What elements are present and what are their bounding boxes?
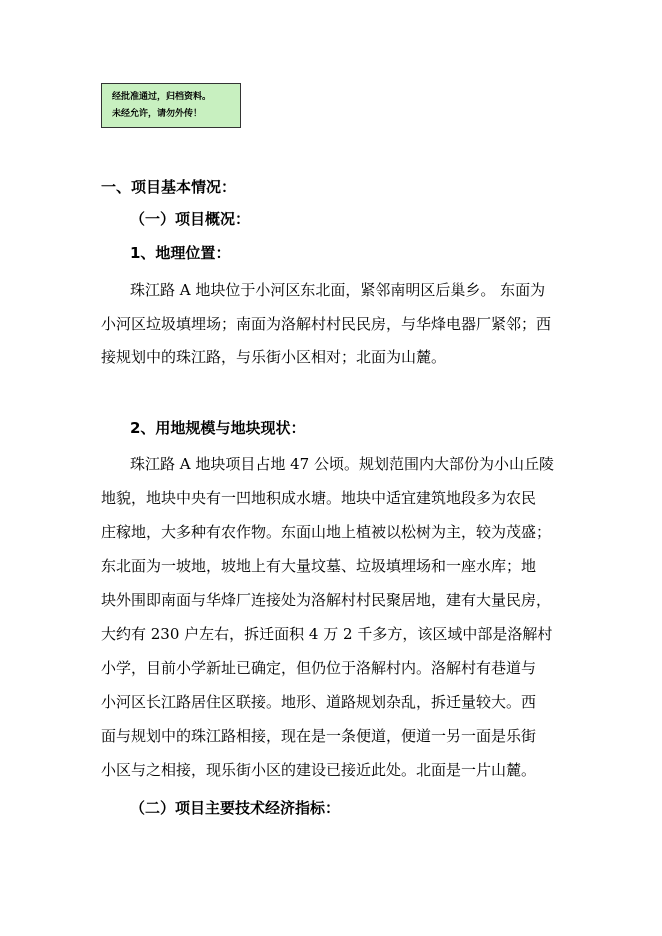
heading-tech-economic-indicators: （二）项目主要技术经济指标： xyxy=(130,799,341,817)
paragraph-line: 小河区垃圾填埋场；南面为洛解村村民民房，与华烽电器厂紧邻；西 xyxy=(101,315,552,333)
paragraph-line: 小学，目前小学新址已确定，但仍位于洛解村内。洛解村有巷道与 xyxy=(101,659,537,677)
paragraph-line: 大约有 230 户左右，拆迁面积 4 万 2 千多方，该区域中部是洛解村 xyxy=(101,625,553,643)
paragraph-line: 珠江路 A 地块位于小河区东北面，紧邻南明区后巢乡。 东面为 xyxy=(130,281,546,299)
notice-line-2: 未经允许，请勿外传！ xyxy=(112,109,203,119)
paragraph-line: 接规划中的珠江路，与乐街小区相对；北面为山麓。 xyxy=(101,348,447,366)
notice-line-1: 经批准通过，归档资料。 xyxy=(112,92,212,102)
paragraph-line: 小河区长江路居住区联接。地形、道路规划杂乱，拆迁量较大。西 xyxy=(101,693,537,711)
heading-project-overview: （一）项目概况： xyxy=(130,210,251,228)
paragraph-line: 珠江路 A 地块项目占地 47 公顷。规划范围内大部份为小山丘陵 xyxy=(130,455,554,473)
paragraph-line: 东北面为一坡地，坡地上有大量坟墓、垃圾填埋场和一座水库；地 xyxy=(101,557,537,575)
heading-project-basics: 一、项目基本情况： xyxy=(101,178,237,196)
paragraph-line: 面与规划中的珠江路相接，现在是一条便道，便道一另一面是乐街 xyxy=(101,727,537,745)
approval-notice-box xyxy=(101,83,241,128)
paragraph-line: 小区与之相接，现乐街小区的建设已接近此处。北面是一片山麓。 xyxy=(101,761,537,779)
paragraph-line: 庄稼地，大多种有农作物。东面山地上植被以松树为主，较为茂盛； xyxy=(101,523,552,541)
heading-land-scale: 2、用地规模与地块现状： xyxy=(130,419,306,437)
paragraph-line: 地貌，地块中央有一凹地积成水塘。地块中适宜建筑地段多为农民 xyxy=(101,489,537,507)
heading-location: 1、地理位置： xyxy=(130,244,231,262)
paragraph-line: 块外围即南面与华烽厂连接处为洛解村村民聚居地，建有大量民房， xyxy=(101,591,552,609)
